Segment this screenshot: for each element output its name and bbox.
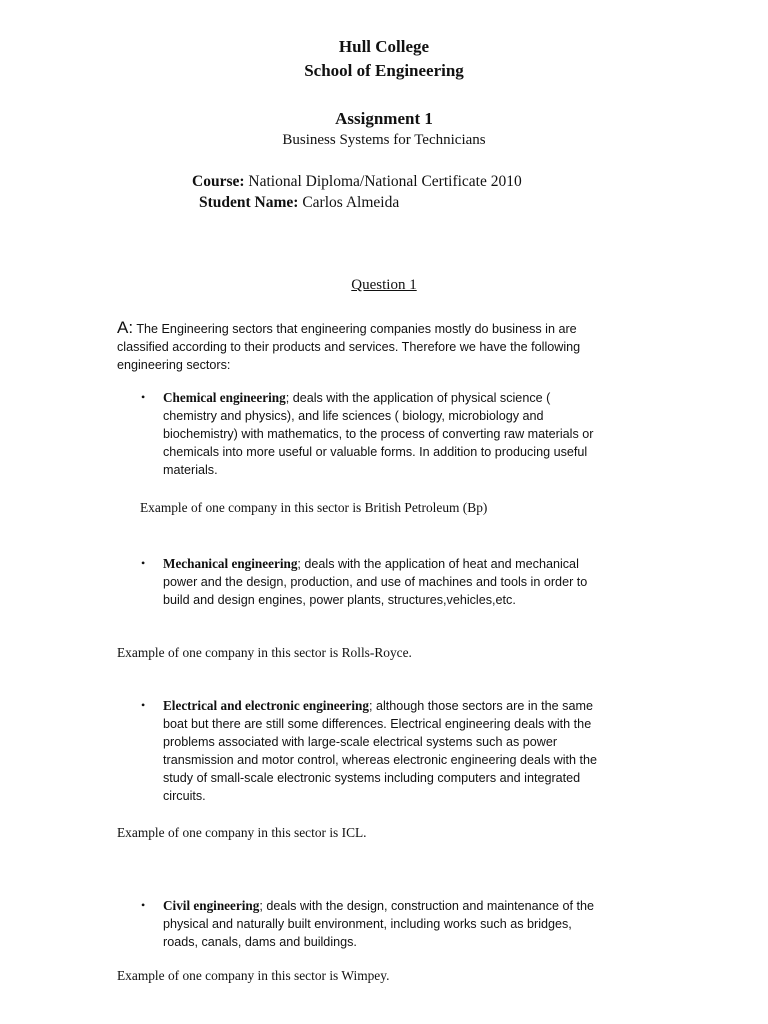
subject-title: Business Systems for Technicians <box>282 132 486 148</box>
intro-line: The Engineering sectors that engineering companies mostly do business in are <box>133 322 577 336</box>
sector-text-line: physical and naturally built environment, including works such as bridges, <box>163 917 572 931</box>
intro-line: classified according to their products and services. Therefore we have the following <box>117 340 581 354</box>
sector-item-chemical <box>163 389 653 479</box>
sector-name: Mechanical engineering <box>163 556 298 571</box>
assignment-title: Assignment 1 <box>335 109 433 128</box>
sector-name: Electrical and electronic engineering <box>163 698 369 713</box>
course-value: National Diploma/National Certificate 2010 <box>248 173 522 190</box>
sector-text-line: problems associated with large-scale electrical systems such as power <box>163 735 558 749</box>
sector-example: Example of one company in this sector is Wimpey. <box>117 968 390 983</box>
sector-example: Example of one company in this sector is British Petroleum (Bp) <box>140 500 488 515</box>
sector-text-line: ; deals with the application of heat and mechanical <box>297 557 579 571</box>
sector-text-line: ; deals with the design, construction and maintenance of the <box>259 899 594 913</box>
bullet-icon: • <box>141 898 146 912</box>
sector-example: Example of one company in this sector is ICL. <box>117 825 367 840</box>
sector-text-line: roads, canals, dams and buildings. <box>163 935 357 949</box>
sector-name: Civil engineering <box>163 898 260 913</box>
sector-text-line: build and design engines, power plants, structures,vehicles,etc. <box>163 593 516 607</box>
sector-text-line: biochemistry) with mathematics, to the process of converting raw materials or <box>163 427 594 441</box>
answer-intro <box>117 319 647 374</box>
course-label: Course: <box>192 173 245 190</box>
bullet-icon: • <box>141 390 146 404</box>
bullet-icon: • <box>141 556 146 570</box>
sector-text-line: chemistry and physics), and life sciences ( biology, microbiology and <box>163 409 544 423</box>
school-name: School of Engineering <box>304 61 464 80</box>
intro-line: engineering sectors: <box>117 358 231 372</box>
sector-text-line: circuits. <box>163 789 206 803</box>
bullet-icon: • <box>141 698 146 712</box>
sector-text-line: chemicals into more useful or valuable forms. In addition to producing useful <box>163 445 588 459</box>
student-label: Student Name: <box>199 194 299 211</box>
sector-text-line: study of small-scale electronic systems including computers and integrated <box>163 771 581 785</box>
sector-item-electrical <box>163 697 653 805</box>
sector-item-civil <box>163 897 653 951</box>
answer-label: A: <box>117 318 134 337</box>
sector-text-line: ; although those sectors are in the same <box>368 699 593 713</box>
sector-text-line: boat but there are still some differences. Electrical engineering deals with the <box>163 717 592 731</box>
sector-text-line: materials. <box>163 463 218 477</box>
course-line <box>192 173 522 191</box>
question-title: Question 1 <box>351 277 417 293</box>
sector-text-line: transmission and motor control, whereas electronic engineering deals with the <box>163 753 598 767</box>
sector-name: Chemical engineering <box>163 390 286 405</box>
sector-item-mechanical <box>163 555 653 609</box>
student-value: Carlos Almeida <box>302 194 400 211</box>
sector-example: Example of one company in this sector is Rolls-Royce. <box>117 645 412 660</box>
sector-text-line: ; deals with the application of physical science ( <box>285 391 551 405</box>
student-line <box>199 194 399 212</box>
college-name: Hull College <box>338 37 430 56</box>
sector-text-line: power and the design, production, and use of machines and tools in order to <box>163 575 588 589</box>
